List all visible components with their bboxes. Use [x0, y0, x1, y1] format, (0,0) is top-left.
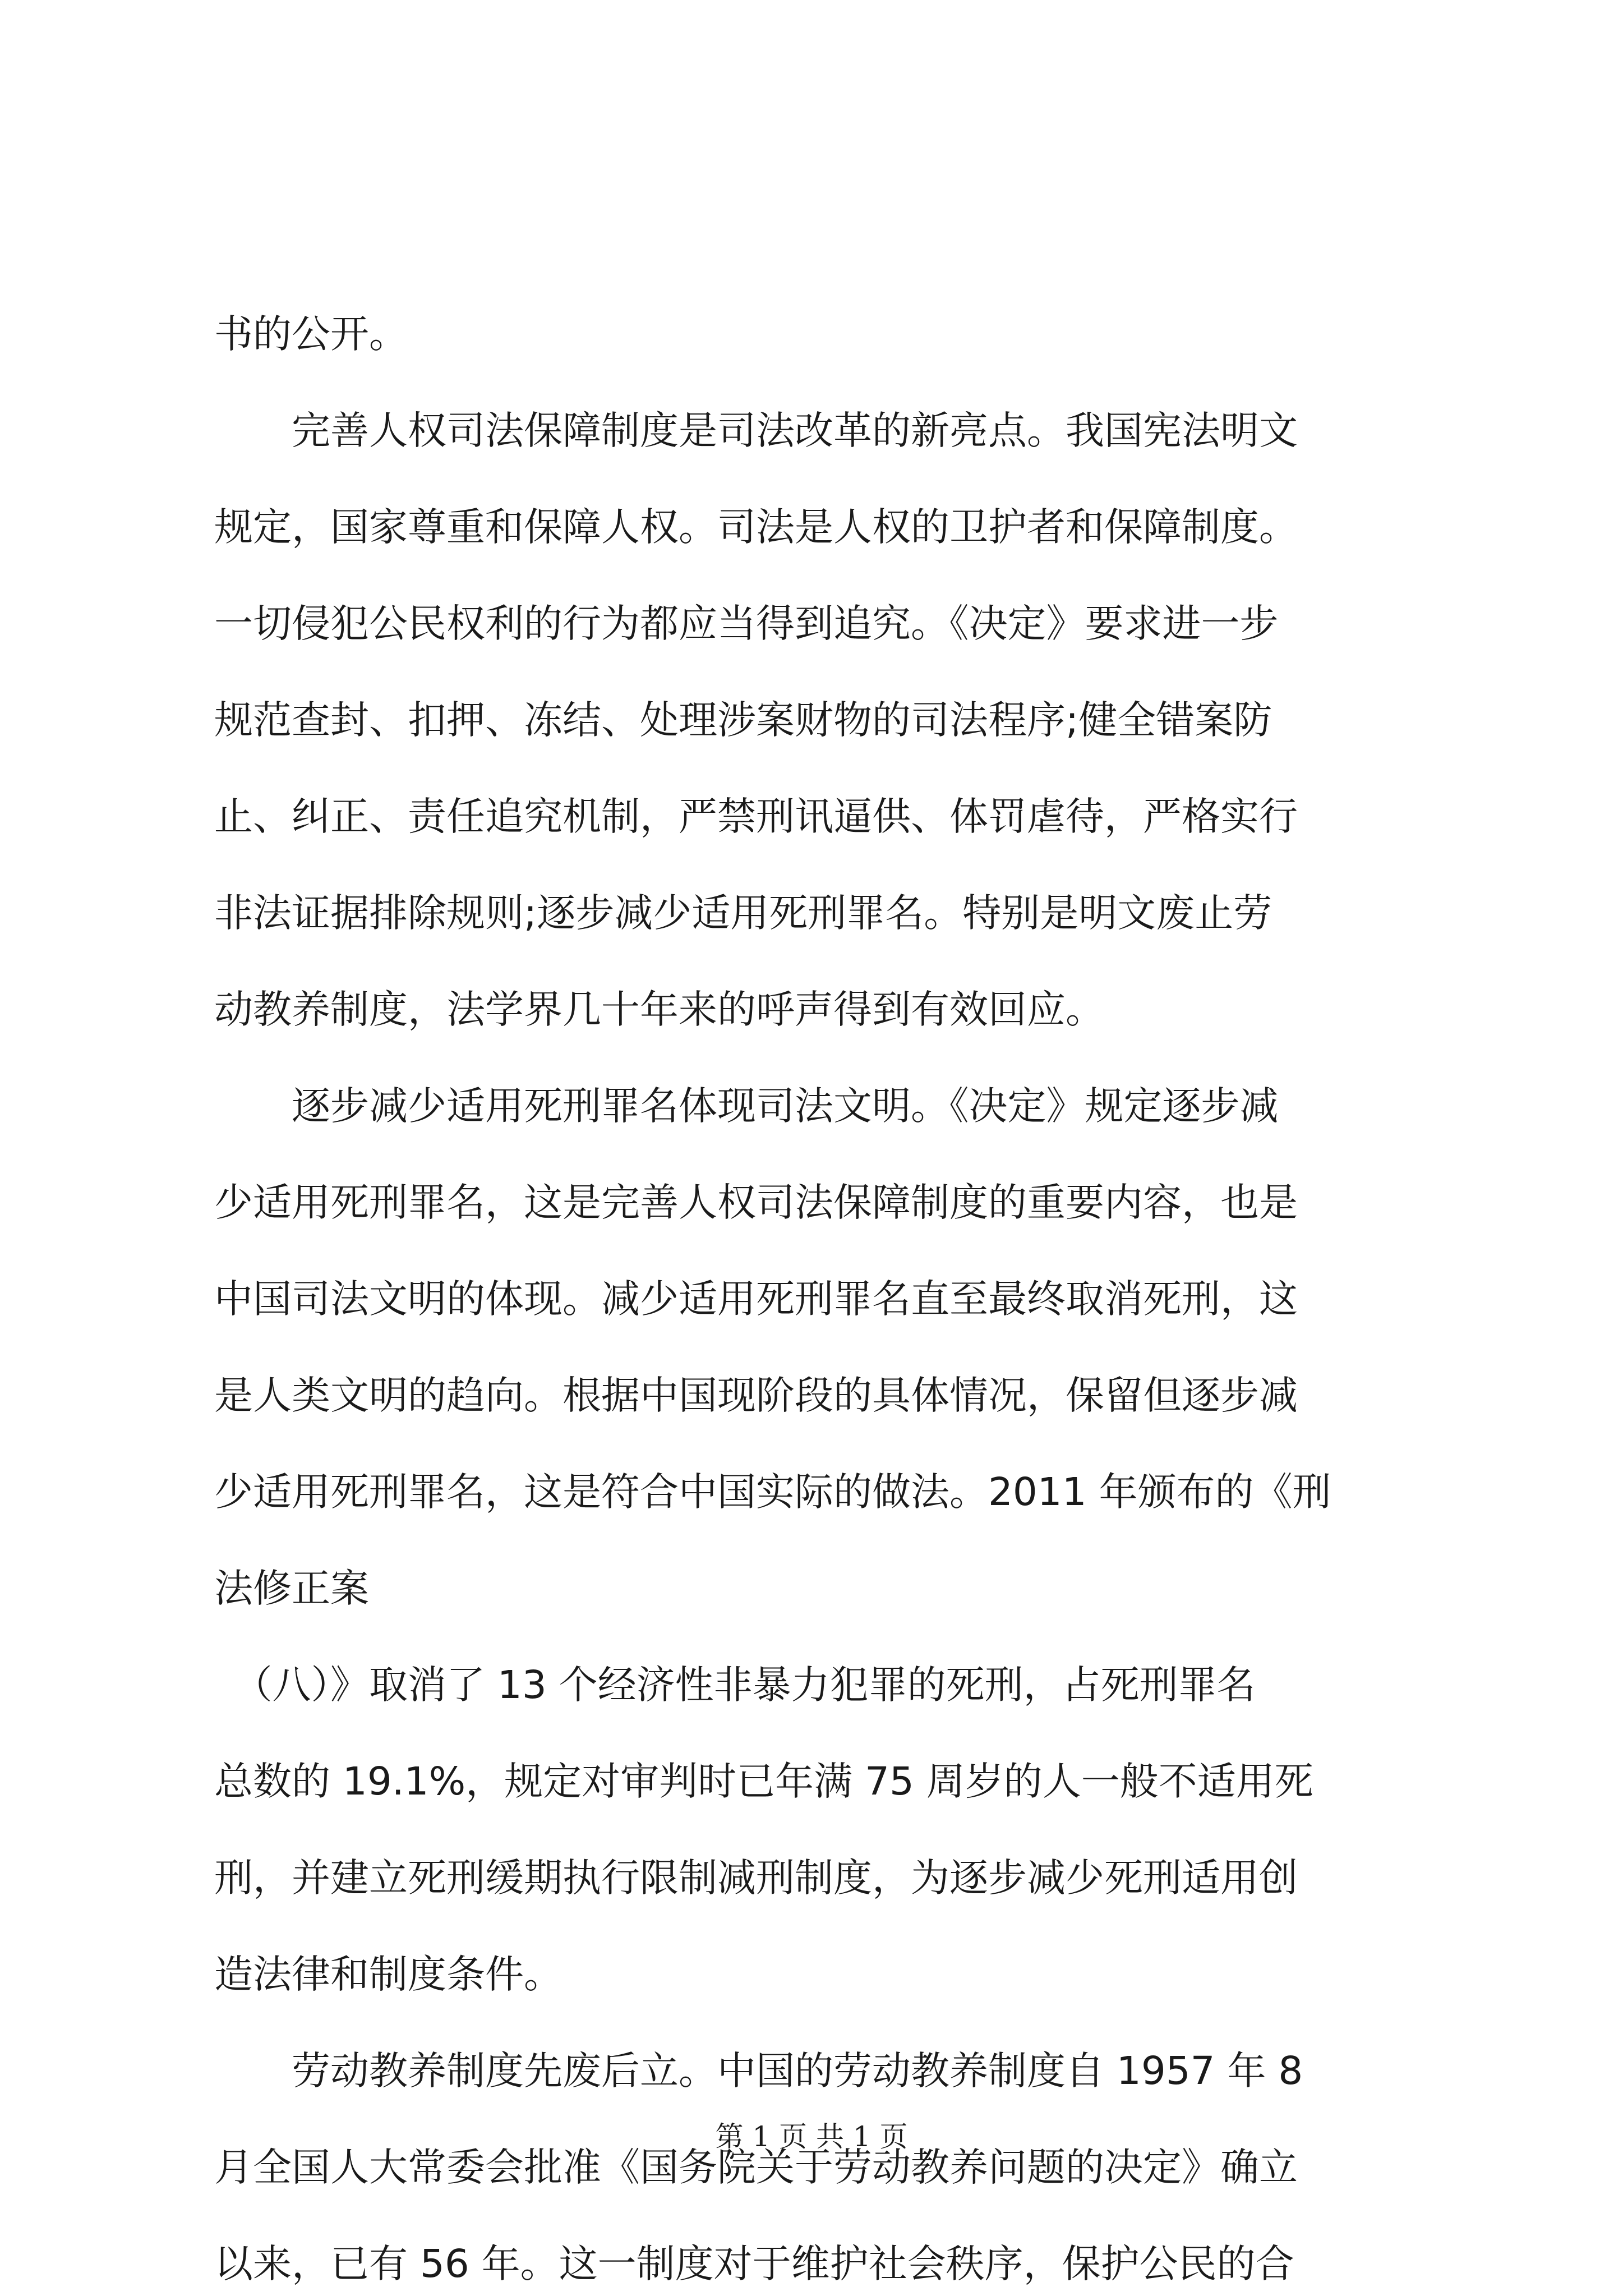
text-line: 止、纠正、责任追究机制，严禁刑讯逼供、体罚虐待，严格实行	[214, 794, 1298, 839]
text-line: 少适用死刑罪名，这是符合中国实际的做法。2011 年颁布的《刑	[214, 1470, 1331, 1515]
text-line: 动教养制度，法学界几十年来的呼声得到有效回应。	[214, 987, 1104, 1032]
text-line: 书的公开。	[214, 312, 408, 357]
text-line: 非法证据排除规则;逐步减少适用死刑罪名。特别是明文废止劳	[214, 891, 1272, 936]
text-line: 劳动教养制度先废后立。中国的劳动教养制度自 1957 年 8	[214, 2049, 1303, 2093]
page-number-footer: 第 1 页 共 1 页	[715, 2120, 908, 2153]
text-line: 逐步减少适用死刑罪名体现司法文明。《决定》规定逐步减	[214, 1084, 1279, 1129]
text-line: （八）》取消了 13 个经济性非暴力犯罪的死刑，占死刑罪名	[214, 1663, 1256, 1708]
text-line: 法修正案	[214, 1566, 369, 1611]
text-line: 月全国人大常委会批准《国务院关于劳动教养问题的决定》确立	[214, 2145, 1298, 2190]
text-line: 规定，国家尊重和保障人权。司法是人权的卫护者和保障制度。	[214, 505, 1298, 550]
text-line: 造法律和制度条件。	[214, 1952, 562, 1997]
text-line: 规范查封、扣押、冻结、处理涉案财物的司法程序;健全错案防	[214, 698, 1272, 743]
text-line: 刑，并建立死刑缓期执行限制减刑制度，为逐步减少死刑适用创	[214, 1856, 1298, 1901]
text-line: 总数的 19.1%，规定对审判时已年满 75 周岁的人一般不适用死	[214, 1759, 1313, 1804]
text-line: 是人类文明的趋向。根据中国现阶段的具体情况，保留但逐步减	[214, 1373, 1298, 1418]
text-line: 一切侵犯公民权利的行为都应当得到追究。《决定》要求进一步	[214, 601, 1279, 646]
text-line: 少适用死刑罪名，这是完善人权司法保障制度的重要内容，也是	[214, 1180, 1298, 1225]
text-line: 中国司法文明的体现。减少适用死刑罪名直至最终取消死刑，这	[214, 1277, 1298, 1322]
text-line: 以来，已有 56 年。这一制度对于维护社会秩序，保护公民的合	[214, 2242, 1294, 2286]
text-line: 完善人权司法保障制度是司法改革的新亮点。我国宪法明文	[214, 408, 1298, 453]
